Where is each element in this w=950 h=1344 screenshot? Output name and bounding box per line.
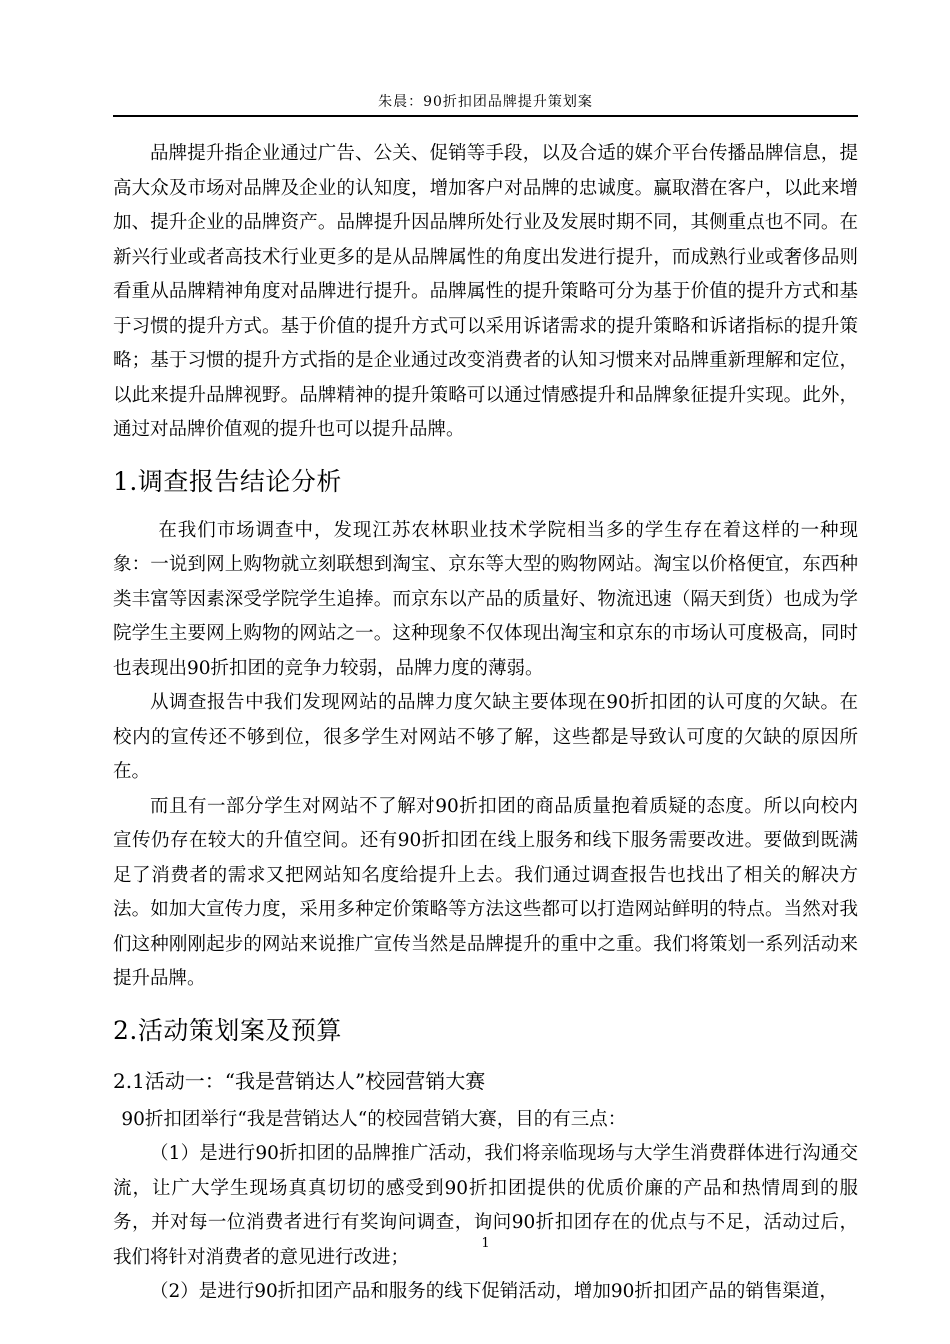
- section-2-1-item-2: （2）是进行90折扣团产品和服务的线下促销活动，增加90折扣团产品的销售渠道，: [150, 1281, 838, 1302]
- section-1-paragraph-1: 在我们市场调查中，发现江苏农林职业技术学院相当多的学生存在着这样的一种现象：一说到网上购物就立刻联想到淘宝、京东等大型的购物网站。淘宝以价格便宜，东西种类丰富等因素深受学院学生追捧。而京东以产品的质量好、物流迅速（隔天到货）也成为学院学生主要网上购物的网站之一。这种现象不仅体现出淘宝和京东的市场认可度极高，同时也表现出90折扣团的竞争力较弱，品牌力度的薄弱。: [113, 519, 858, 679]
- section-1-paragraph-3: 而且有一部分学生对网站不了解对90折扣团的商品质量抱着质疑的态度。所以向校内宣传仍存在较大的升值空间。还有90折扣团在线上服务和线下服务需要改进。要做到既满足了消费者的需求又把网站知名度给提升上去。我们通过调查报告也找出了相关的解决方法。如加大宣传力度，采用多种定价策略等方法这些都可以打造网站鲜明的特点。当然对我们这种刚刚起步的网站来说推广宣传当然是品牌提升的重中之重。我们将策划一系列活动来提升品牌。: [113, 795, 858, 989]
- section-1-heading: 1.调查报告结论分析: [113, 466, 342, 496]
- document-body: [113, 137, 858, 1310]
- section-2-heading: 2.活动策划案及预算: [113, 1015, 342, 1045]
- page-number: 1: [481, 1236, 490, 1251]
- section-2-1-heading: 2.1活动一：“我是营销达人”校园营销大赛: [113, 1068, 486, 1093]
- section-2-1-lead: 90折扣团举行“我是营销达人“的校园营销大赛，目的有三点：: [121, 1108, 627, 1130]
- header-divider: [113, 115, 858, 117]
- section-1-paragraph-2: 从调查报告中我们发现网站的品牌力度欠缺主要体现在90折扣团的认可度的欠缺。在校内的宣传还不够到位，很多学生对网站不够了解，这些都是导致认可度的欠缺的原因所在。: [113, 692, 858, 782]
- running-header: 朱晨：90折扣团品牌提升策划案: [378, 94, 593, 110]
- section-2-1-item-1: （1）是进行90折扣团的品牌推广活动，我们将亲临现场与大学生消费群体进行沟通交流，让广大学生现场真真切切的感受到90折扣团提供的优质价廉的产品和热情周到的服务，并对每一位消费者进行有奖询问调查，询问90折扣团存在的优点与不足，活动过后，我们将针对消费者的意见进行改进；: [113, 1143, 858, 1268]
- intro-paragraph: 品牌提升指企业通过广告、公关、促销等手段，以及合适的媒介平台传播品牌信息，提高大众及市场对品牌及企业的认知度，增加客户对品牌的忠诚度。赢取潜在客户，以此来增加、提升企业的品牌资产。品牌提升因品牌所处行业及发展时期不同，其侧重点也不同。在新兴行业或者高技术行业更多的是从品牌属性的角度出发进行提升，而成熟行业或奢侈品则看重从品牌精神角度对品牌进行提升。品牌属性的提升策略可分为基于价值的提升方式和基于习惯的提升方式。基于价值的提升方式可以采用诉诸需求的提升策略和诉诸指标的提升策略；基于习惯的提升方式指的是企业通过改变消费者的认知习惯来对品牌重新理解和定位，以此来提升品牌视野。品牌精神的提升策略可以通过情感提升和品牌象征提升实现。此外，通过对品牌价值观的提升也可以提升品牌。: [113, 143, 858, 440]
